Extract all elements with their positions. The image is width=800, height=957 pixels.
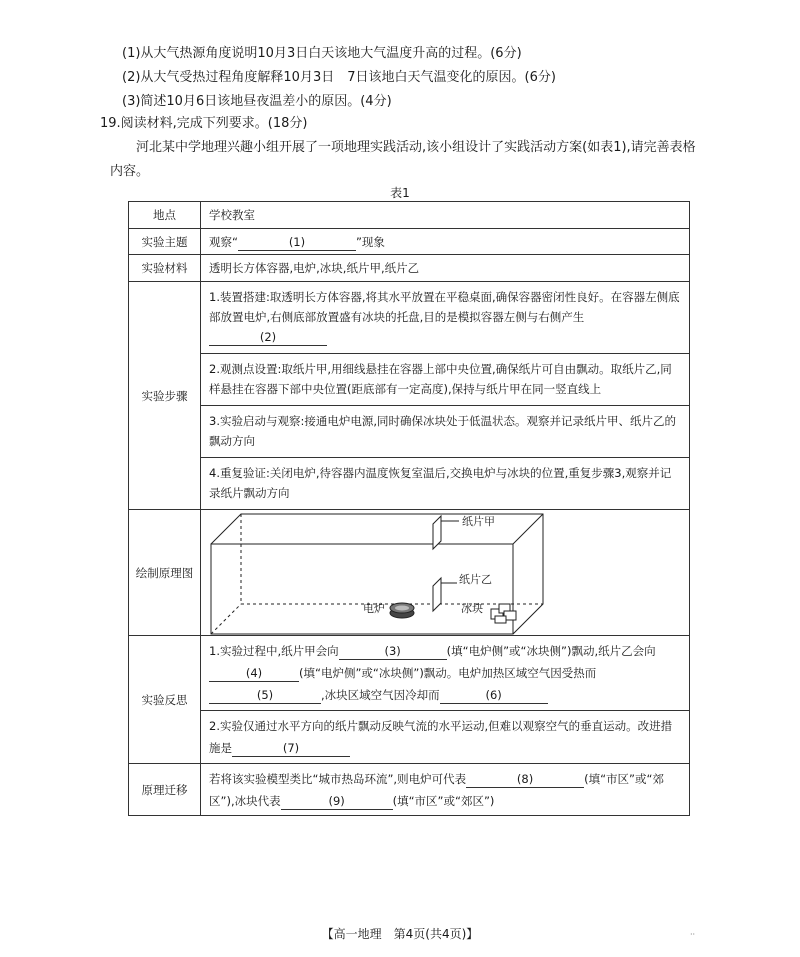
paper-b-shape — [433, 578, 441, 611]
question-19-intro: 河北某中学地理兴趣小组开展了一项地理实践活动,该小组设计了实践活动方案(如表1),请完善表格内容。 — [110, 140, 696, 179]
row-label: 原理迁移 — [129, 764, 201, 816]
ice-block-shape — [491, 604, 516, 623]
table-row — [129, 282, 690, 510]
transfer-text: (填“市区”或“郊区”) — [392, 793, 495, 808]
reflection-paragraph-2 — [201, 710, 689, 763]
stove-label: 电炉 — [363, 601, 385, 615]
location-value: 学校教室 — [201, 202, 690, 229]
reflection-text: ,冰块区域空气因冷却而 — [321, 688, 440, 702]
materials-value: 透明长方体容器,电炉,冰块,纸片甲,纸片乙 — [201, 255, 690, 282]
reflection-text: (填“电炉侧”或“冰块侧”)飘动。电炉加热区域空气因受热而 — [299, 666, 597, 680]
practice-plan-table — [128, 201, 690, 816]
answer-blank-6: (6) — [440, 688, 548, 704]
container-front-face — [211, 544, 513, 634]
answer-blank-9: (9) — [281, 794, 393, 810]
steps-cell — [201, 282, 690, 510]
step-2: 2.观测点设置:取纸片甲,用细线悬挂在容器上部中央位置,确保纸片可自由飘动。取纸片乙,同样悬挂在容器下部中央位置(距底部有一定高度),保持与纸片甲在同一竖直线上 — [201, 354, 689, 406]
step-3: 3.实验启动与观察:接通电炉电源,同时确保冰块处于低温状态。观察并记录纸片甲、纸片乙的飘动方向 — [201, 406, 689, 458]
theme-suffix: ”现象 — [355, 234, 385, 249]
table-row — [129, 202, 690, 229]
answer-blank-7: (7) — [232, 741, 350, 757]
row-label: 绘制原理图 — [129, 510, 201, 636]
row-label: 实验材料 — [129, 255, 201, 282]
answer-blank-3: (3) — [339, 644, 447, 660]
question-19-title: 19.阅读材料,完成下列要求。(18分) — [100, 116, 308, 131]
corner-mark: ·· — [690, 930, 696, 939]
reflection-cell — [201, 636, 690, 764]
transfer-text: (填“市区”或“郊区”),冰块代表 — [209, 771, 664, 808]
table-caption: 表1 — [390, 186, 410, 200]
container-top-right-edge — [513, 514, 543, 544]
answer-blank-8: (8) — [466, 772, 584, 788]
reflection-text: (填“电炉侧”或“冰块侧”)飘动,纸片乙会向 — [446, 644, 656, 658]
row-label: 实验步骤 — [129, 282, 201, 510]
reflection-paragraph-1 — [201, 636, 689, 710]
transfer-text: 若将该实验模型类比“城市热岛环流”,则电炉可代表 — [209, 771, 467, 786]
step-1 — [201, 282, 689, 354]
answer-blank-5: (5) — [209, 688, 321, 704]
answer-blank-2: (2) — [209, 330, 327, 346]
diagram-cell — [201, 510, 690, 636]
row-label: 实验反思 — [129, 636, 201, 764]
reflection-text: 2.实验仅通过水平方向的纸片飘动反映气流的水平运动,但难以观察空气的垂直运动。改进措施是 — [209, 719, 673, 755]
table-row — [129, 510, 690, 636]
row-label: 地点 — [129, 202, 201, 229]
table-row — [129, 764, 690, 816]
answer-blank-4: (4) — [209, 666, 299, 682]
ice-label: 冰块 — [461, 601, 483, 615]
step-4: 4.重复验证:关闭电炉,待容器内温度恢复室温后,交换电炉与冰块的位置,重复步骤3,观察并记录纸片飘动方向 — [209, 466, 672, 500]
table-row — [129, 255, 690, 282]
principle-diagram — [201, 511, 689, 635]
question-18-part-3: (3)简述10月6日该地昼夜温差小的原因。(4分) — [122, 94, 392, 109]
page-footer: 【高一地理 第4页(共4页)】 — [321, 927, 479, 941]
theme-prefix: 观察“ — [209, 234, 238, 249]
paper-a-label: 纸片甲 — [462, 514, 495, 528]
answer-blank-1: (1) — [238, 235, 356, 251]
question-18-part-1: (1)从大气热源角度说明10月3日白天该地大气温度升高的过程。(6分) — [122, 46, 522, 61]
reflection-text: 1.实验过程中,纸片甲会向 — [209, 644, 339, 658]
paper-b-label: 纸片乙 — [459, 572, 492, 586]
table-row — [129, 636, 690, 764]
transfer-cell — [201, 764, 690, 816]
theme-value — [201, 229, 690, 255]
row-label: 实验主题 — [129, 229, 201, 255]
stove-shape — [390, 603, 414, 618]
step-1-text: 1.装置搭建:取透明长方体容器,将其水平放置在平稳桌面,确保容器密闭性良好。在容器左侧底部放置电炉,右侧底部放置盛有冰块的托盘,目的是模拟容器左侧与右侧产生 — [209, 290, 680, 324]
table-row — [129, 229, 690, 255]
container-hidden-edge — [211, 604, 241, 634]
question-18-part-2: (2)从大气受热过程角度解释10月3日 7日该地白天气温变化的原因。(6分) — [122, 70, 556, 85]
